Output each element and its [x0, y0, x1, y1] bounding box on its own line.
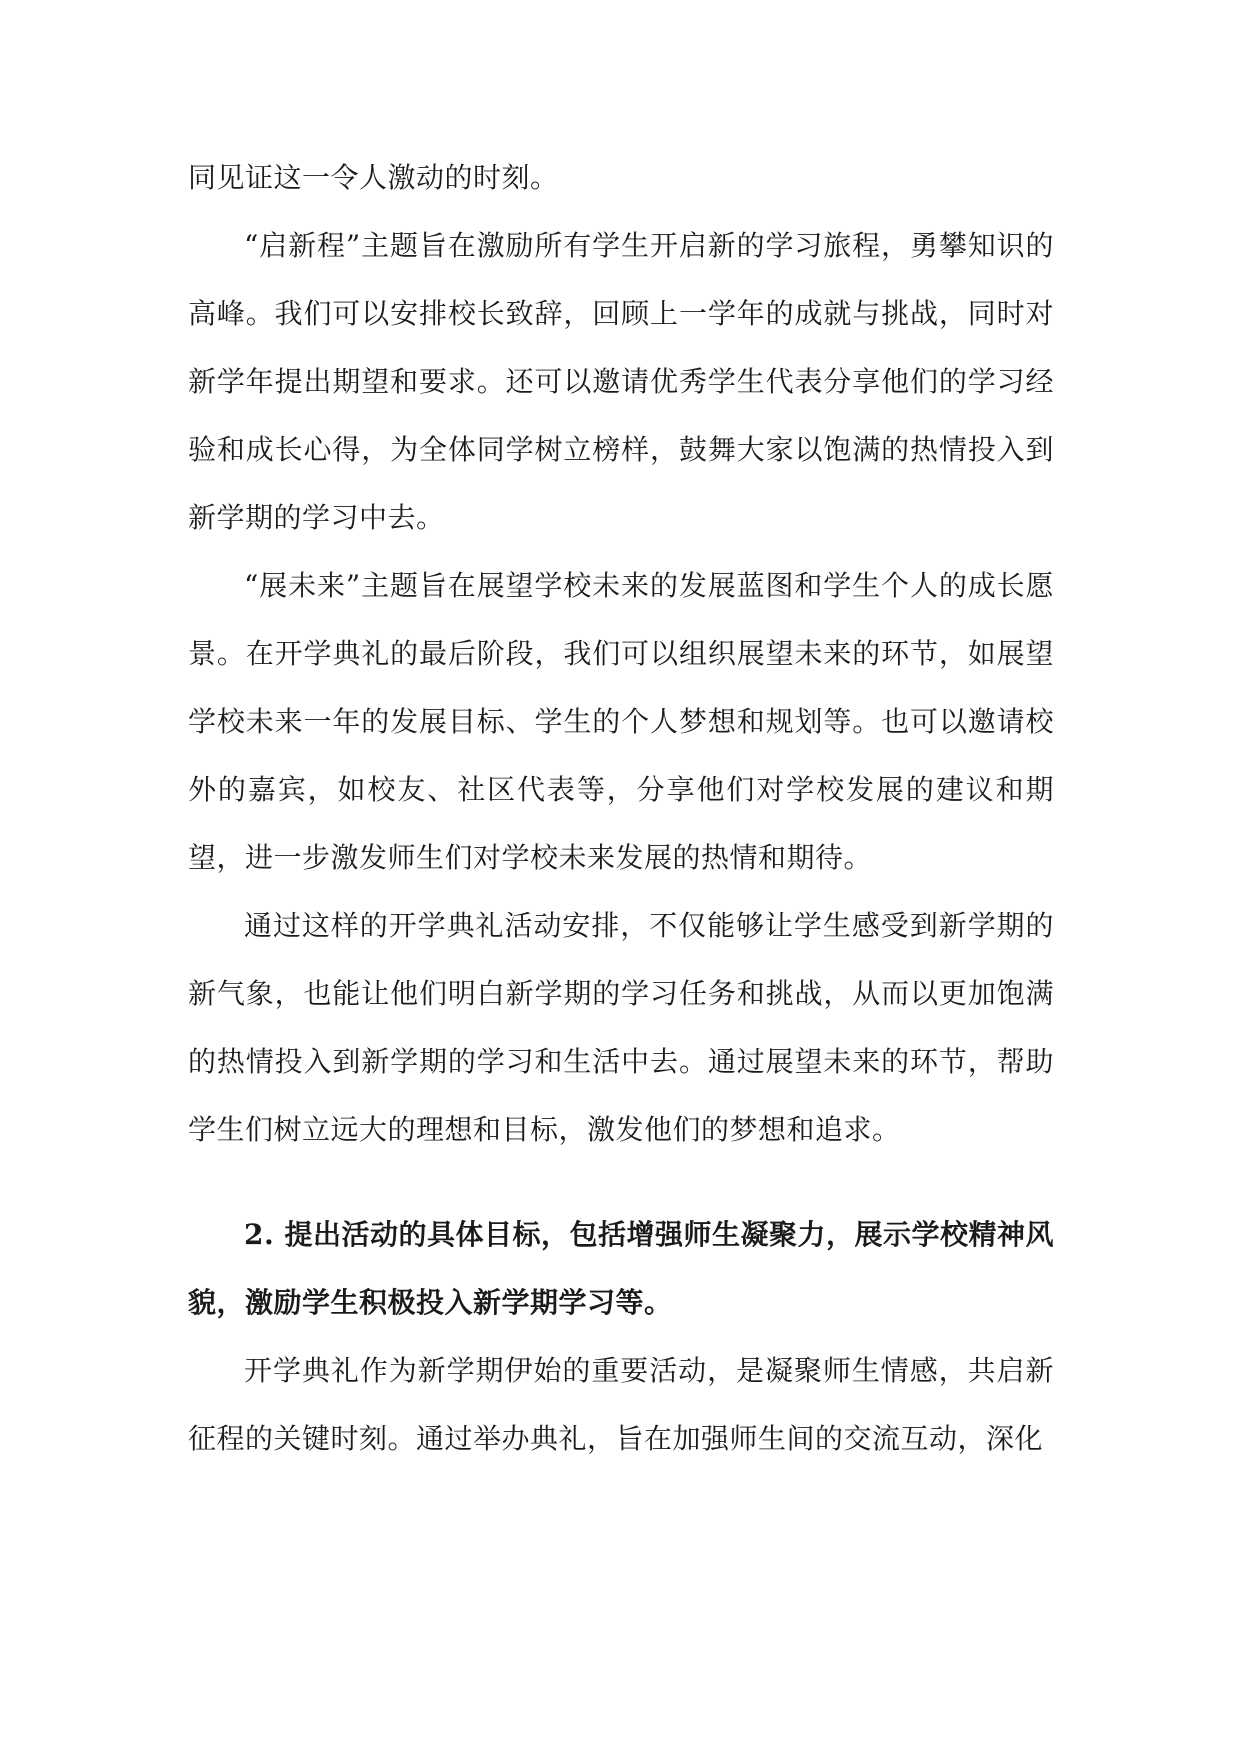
paragraph-summary: 通过这样的开学典礼活动安排，不仅能够让学生感受到新学期的新气象，也能让他们明白新学期的学习任务和挑战，从而以更加饱满的热情投入到新学期的学习和生活中去。通过展望未来的环节，帮助学生们树立远大的理想和目标，激发他们的梦想和追求。	[188, 909, 1054, 1146]
document-body	[188, 144, 1054, 1473]
paragraph-goals-intro: 开学典礼作为新学期伊始的重要活动，是凝聚师生情感，共启新征程的关键时刻。通过举办典礼，旨在加强师生间的交流互动，深化	[188, 1354, 1054, 1455]
paragraph-continuation: 同见证这一令人激动的时刻。	[188, 161, 559, 194]
paragraph-zhanweilai-theme: “展未来”主题旨在展望学校未来的发展蓝图和学生个人的成长愿景。在开学典礼的最后阶段，我们可以组织展望未来的环节，如展望学校未来一年的发展目标、学生的个人梦想和规划等。也可以邀请校外的嘉宾，如校友、社区代表等，分享他们对学校发展的建议和期望，进一步激发师生们对学校未来发展的热情和期待。	[188, 569, 1054, 874]
paragraph-qixincheng-theme: “启新程”主题旨在激励所有学生开启新的学习旅程，勇攀知识的高峰。我们可以安排校长致辞，回顾上一学年的成就与挑战，同时对新学年提出期望和要求。还可以邀请优秀学生代表分享他们的学习经验和成长心得，为全体同学树立榜样，鼓舞大家以饱满的热情投入到新学期的学习中去。	[188, 229, 1054, 534]
section-heading-goals: 2. 提出活动的具体目标，包括增强师生凝聚力，展示学校精神风貌，激励学生积极投入新学期学习等。	[188, 1218, 1054, 1319]
